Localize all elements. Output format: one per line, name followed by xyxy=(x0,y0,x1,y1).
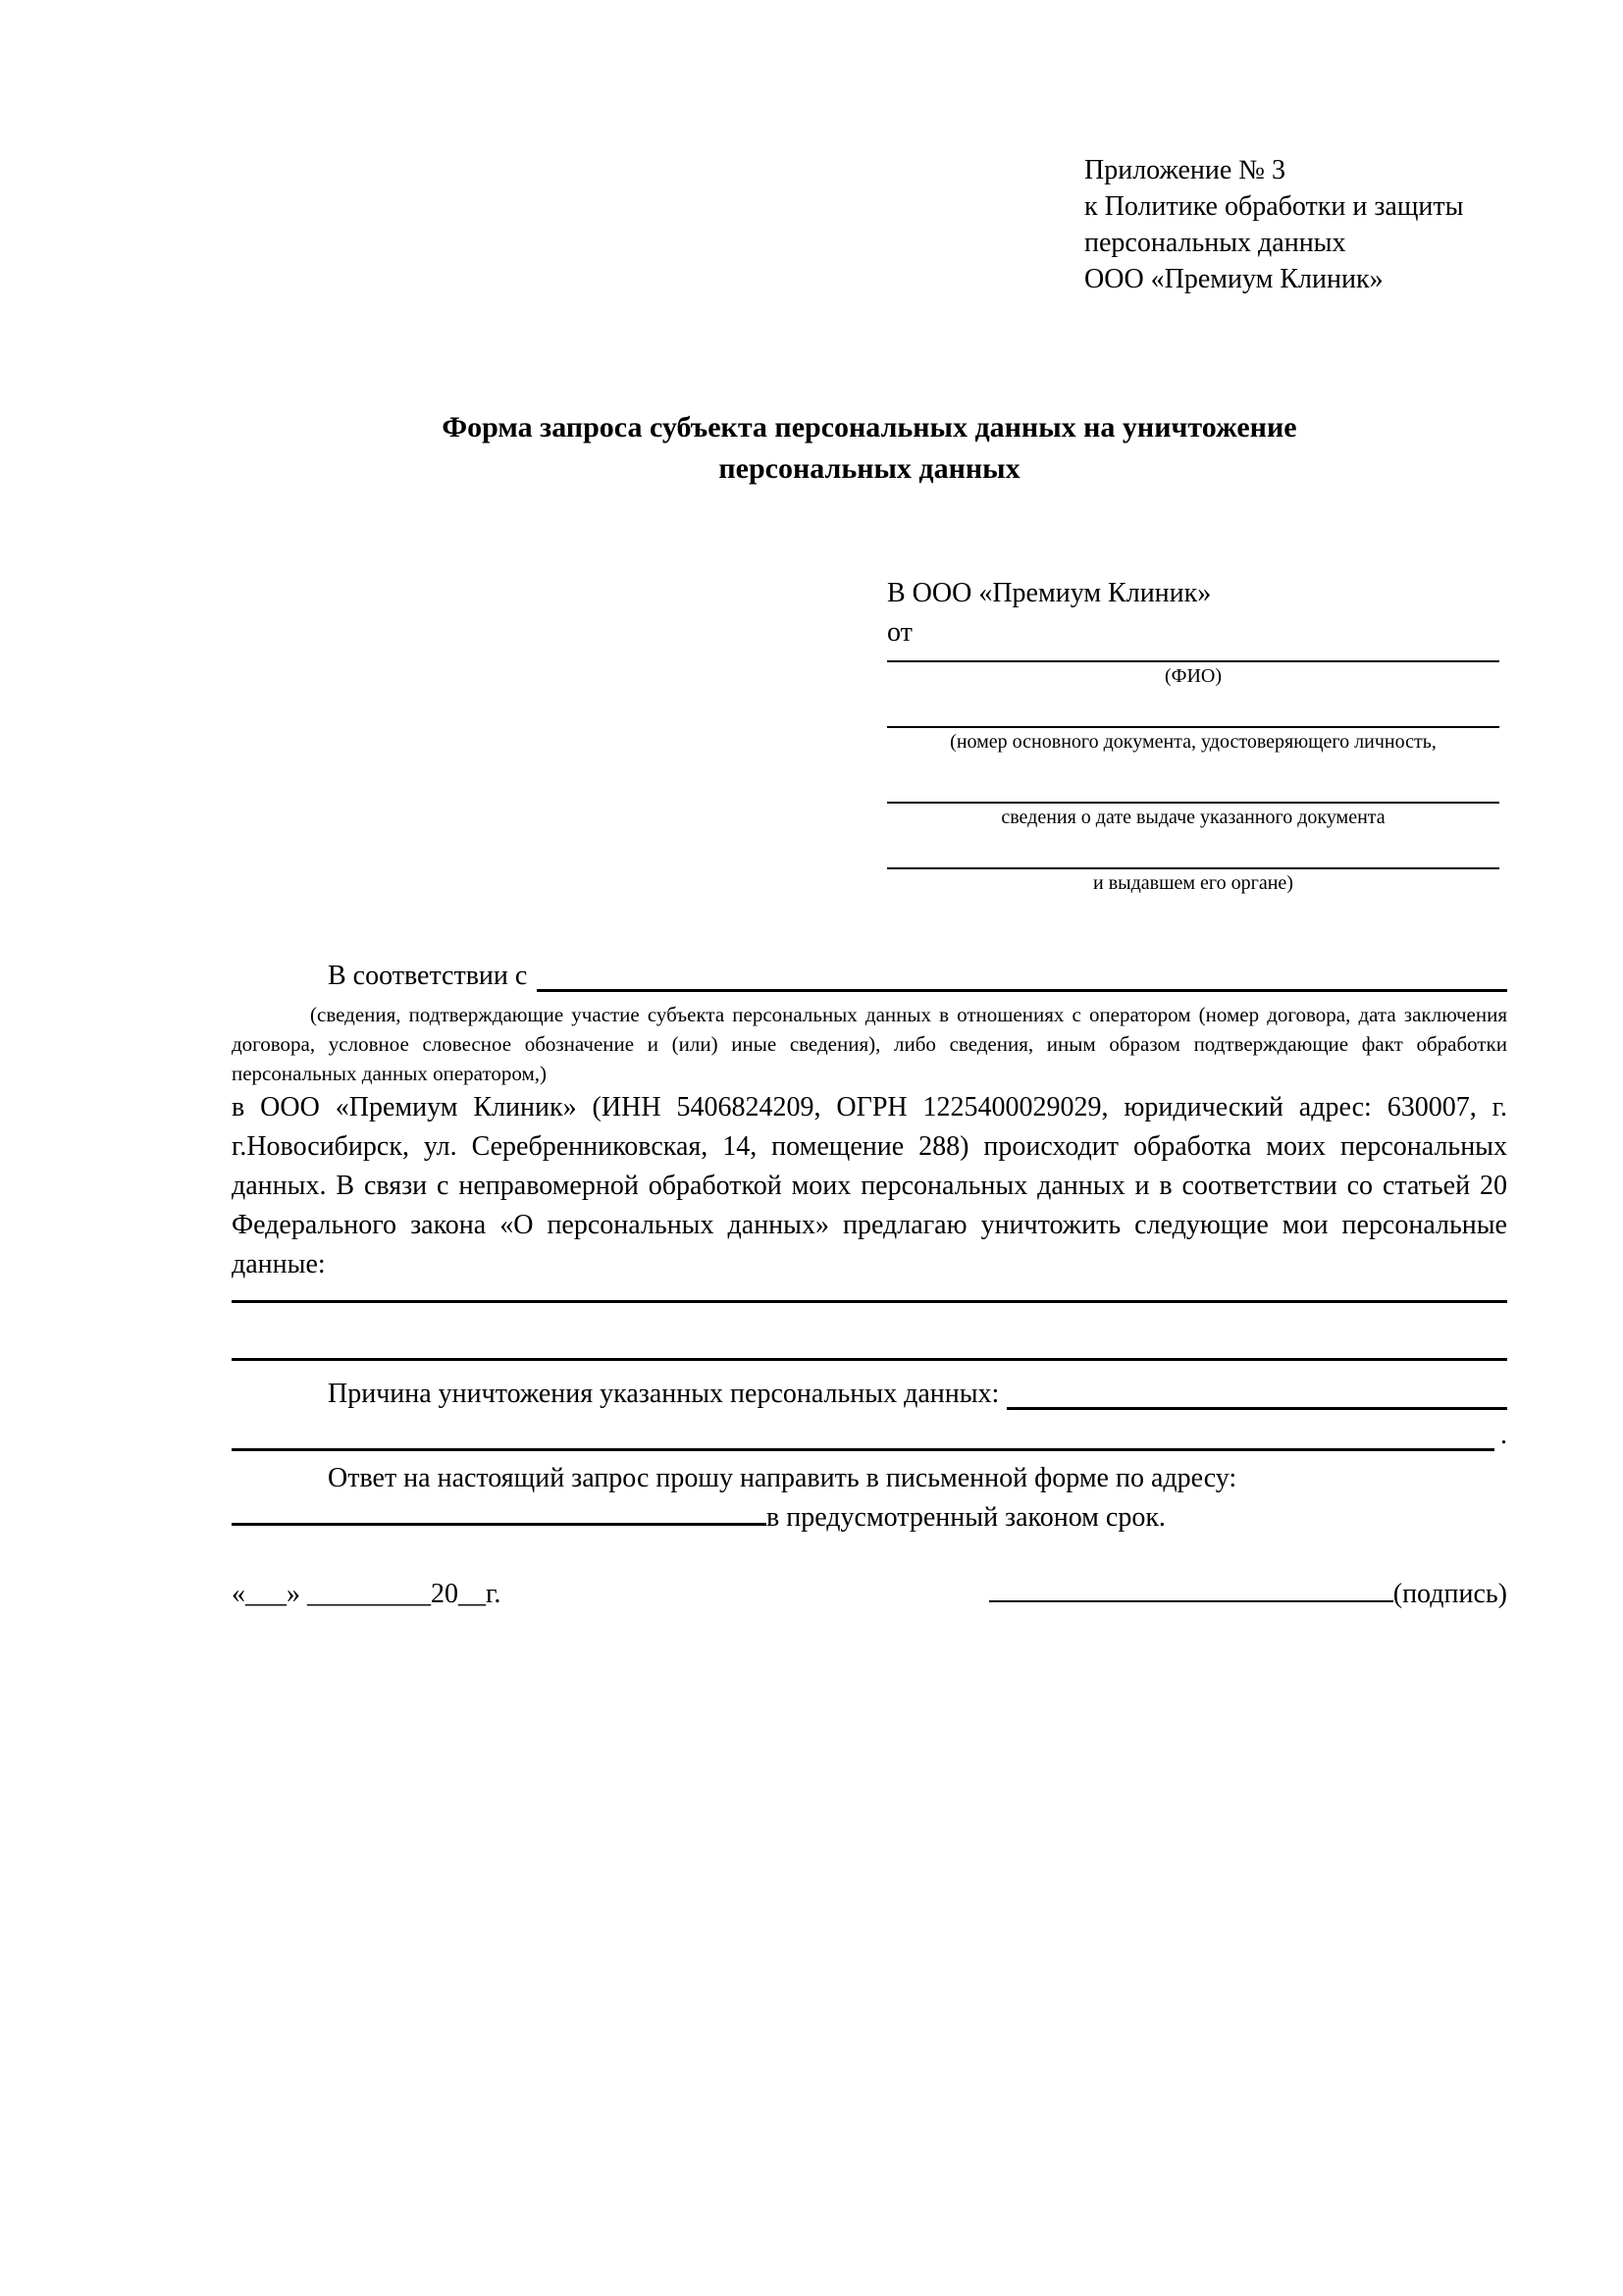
signature-caption: (подпись) xyxy=(1392,1579,1507,1609)
answer-term-label: в предусмотренный законом срок. xyxy=(766,1502,1166,1533)
signature-blank-line xyxy=(989,1600,1393,1602)
reason-continuation-row xyxy=(232,1416,1507,1455)
addressee-organization: В ООО «Премиум Клиник» xyxy=(887,578,1212,608)
issuing-authority-blank-line xyxy=(887,830,1499,869)
reason-end-punctuation: . xyxy=(1500,1420,1507,1450)
document-title: Форма запроса субъекта персональных данных на уничтожение персональных данных xyxy=(442,411,1297,485)
issuing-authority-caption: и выдавшем его органе) xyxy=(1093,872,1293,894)
annex-line-2: к Политике обработки и защиты xyxy=(1084,191,1464,222)
answer-request-paragraph: Ответ на настоящий запрос прошу направить в письменной форме по адресу: xyxy=(328,1463,1237,1493)
document-number-caption: (номер основного документа, удостоверяющего личность, xyxy=(950,731,1437,753)
annex-line-1: Приложение № 3 xyxy=(1084,155,1285,185)
annex-line-4: ООО «Премиум Клиник» xyxy=(1084,264,1384,294)
personal-data-blank-line-1 xyxy=(232,1284,1507,1303)
document-number-blank-line xyxy=(887,689,1499,728)
reason-blank-line xyxy=(1007,1375,1507,1410)
answer-address-row xyxy=(232,1498,1507,1538)
date-line: «___» _________20__г. xyxy=(232,1579,501,1609)
date-signature-row xyxy=(232,1575,1507,1614)
body-paragraph: в ООО «Премиум Клиник» (ИНН 5406824209, ОГРН 1225400029029, юридический адрес: 630007, г. г.Новосибирск, ул. Серебренниковская, 14, помещение 288) происходит обработка моих персональных данных. В связи с неправомерной обработкой моих персональных данных и в соответствии со статьей 20 Федерального закона «О персональных данных» предлагаю уничтожить следующие мои персональные данные: xyxy=(232,1092,1507,1279)
accordance-row xyxy=(232,957,1507,996)
addressee-block xyxy=(887,574,1499,896)
fio-caption: (ФИО) xyxy=(1164,665,1222,687)
addressee-from-label: от xyxy=(887,617,913,648)
accordance-blank-line xyxy=(537,957,1507,992)
fio-blank-line xyxy=(887,652,1499,662)
personal-data-blank-line-2 xyxy=(232,1303,1507,1361)
accordance-note: (сведения, подтверждающие участие субъекта персональных данных в отношениях с оператором (номер договора, дата заключения договора, условное словесное обозначение и (или) иные сведения), либо сведения, иным образом подтверждающие факт обработки персональных данных оператором,) xyxy=(232,1003,1507,1085)
reason-blank-line-2 xyxy=(232,1416,1494,1451)
reason-row xyxy=(232,1375,1507,1414)
issue-date-blank-line xyxy=(887,755,1499,804)
issue-date-caption: сведения о дате выдаче указанного документа xyxy=(1001,807,1386,828)
reason-label: Причина уничтожения указанных персональных данных: xyxy=(328,1379,1000,1409)
annex-line-3: персональных данных xyxy=(1084,228,1346,258)
signature-block xyxy=(989,1575,1507,1614)
accordance-lead: В соответствии с xyxy=(328,961,528,991)
annex-block xyxy=(1084,152,1507,297)
address-blank-line xyxy=(232,1523,766,1526)
